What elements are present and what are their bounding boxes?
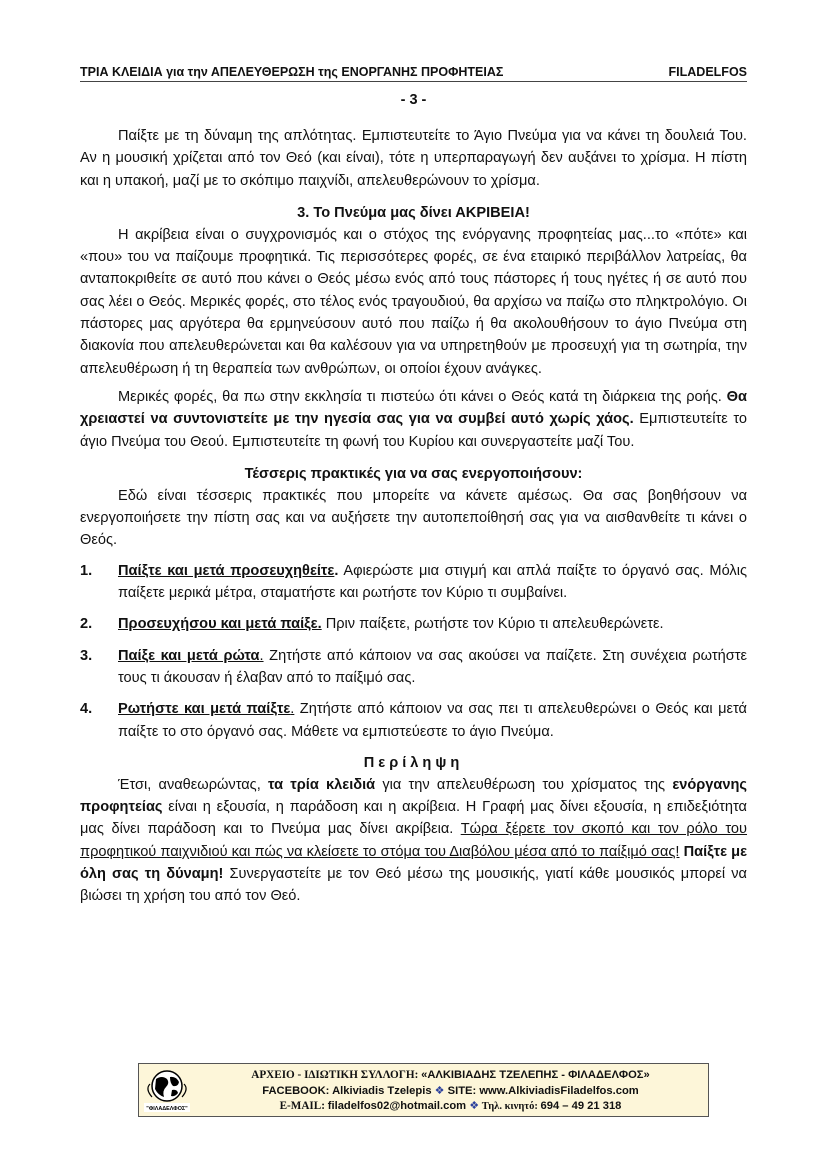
page-number: - 3 -	[400, 92, 427, 108]
practical-intro: Εδώ είναι τέσσερις πρακτικές που μπορείτε να κάνετε αμέσως. Θα σας βοηθήσουν να ενεργοποιήσετε την πίστη σας και να αυξήσετε την αυτοπεποίθησή σας για να αισθανθείτε τι κάνει ο Θεός.	[80, 487, 747, 549]
list-item-heading: Παίξε και μετά ρώτα	[118, 647, 260, 664]
diamond-icon: ❖	[434, 1084, 445, 1097]
list-item-heading: Ρωτήστε και μετά παίξτε	[118, 701, 291, 718]
svg-text:"ΦΙΛΑΔΕΛΦΟΣ": "ΦΙΛΑΔΕΛΦΟΣ"	[146, 1106, 188, 1112]
list-number: 1.	[80, 562, 93, 579]
list-item: 2. Προσευχήσου και μετά παίξε. Πριν παίξετε, ρωτήστε τον Κύριο τι απελευθερώνετε.	[80, 613, 747, 635]
globe-icon	[142, 1067, 192, 1113]
list-item-heading: Προσευχήσου και μετά παίξε.	[118, 616, 322, 633]
list-item: 3. Παίξε και μετά ρώτα. Ζητήστε από κάποιον να σας ακούσει να παίζετε. Στη συνέχεια ρωτήστε τους τι άκουσαν ή έλαβαν από το παίξιμό σας.	[80, 645, 747, 690]
list-number: 2.	[80, 616, 93, 633]
practice-list	[80, 560, 747, 743]
section-3-title: 3. Το Πνεύμα μας δίνει ΑΚΡΙΒΕΙΑ!	[297, 204, 530, 221]
list-number: 3.	[80, 647, 93, 664]
list-item: 4. Ρωτήστε και μετά παίξτε. Ζητήστε από κάποιον να σας πει τι απελευθερώνει ο Θεός και μετά παίξτε το στο όργανό σας. Μάθετε να εμπιστεύεστε το άγιο Πνεύμα.	[80, 698, 747, 743]
running-header	[80, 63, 747, 82]
list-item-heading: Παίξτε και μετά προσευχηθείτε	[118, 562, 335, 579]
section-3-paragraph-1: Η ακρίβεια είναι ο συγχρονισμός και ο στόχος της ενόργανης προφητείας μας...το «πότε» και «που» του να παίζουμε προφητικά. Τις περισσότερες φορές, σε ένα εταιρικό περιβάλλον λατρείας, θα ανταποκριθείτε σε αυτό που κάνει ο Θεός μέσω ενός από τους πάστορες ή τους ηγέτες ή σε αυτό που σας λέει ο Θεός. Μερικές φορές, στο τέλος ενός τραγουδιού, θα αρχίσω να παίζω στο πληκτρολόγιο. Οι πάστορες μας αργότερα θα ερμηνεύσουν αυτό που παίζω ή θα ακολουθήσουν το άγιο Πνεύμα στη διακονία που απελευθερώνεται και θα καλέσουν για να υπηρετηθούν με προσευχή για τη σωτηρία, την απελευθέρωση ή τη θεραπεία των ανθρώπων, οι οποίοι έχουν ανάγκες.	[80, 226, 747, 377]
footer-web-line: FACEBOOK: Alkiviadis Tzelepis ❖ SITE: www.AlkiviadisFiladelfos.com	[262, 1084, 639, 1097]
summary-title: Περίληψη	[363, 754, 464, 771]
archive-footer	[138, 1063, 709, 1117]
list-item: 1. Παίξτε και μετά προσευχηθείτε. Αφιερώστε μια στιγμή και απλά παίξτε το όργανό σας. Μόλις παίξετε μερικά μέτρα, σταματήστε και ρωτήστε τον Κύριο τι συμβαίνει.	[80, 560, 747, 605]
emphasis-text: Θα χρειαστεί να συντονιστείτε με την ηγεσία σας για να συμβεί αυτό χωρίς χάος.	[80, 388, 747, 428]
practical-title: Τέσσερις πρακτικές για να σας ενεργοποιήσουν:	[244, 465, 583, 482]
section-3-paragraph-2: Μερικές φορές, θα πω στην εκκλησία τι πιστεύω ότι κάνει ο Θεός κατά τη διάρκεια της ροής. Θα χρειαστεί να συντονιστείτε με την ηγεσία σας για να συμβεί αυτό χωρίς χάος. Εμπιστευτείτε το άγιο Πνεύμα του Θεού. Εμπιστευτείτε τη φωνή του Κυρίου και συνεργαστείτε μαζί Του.	[80, 388, 748, 450]
footer-text	[197, 1068, 704, 1115]
intro-paragraph: Παίξτε με τη δύναμη της απλότητας. Εμπιστευτείτε το Άγιο Πνεύμα για να κάνει τη δουλειά Του. Αν η μουσική χρίζεται από τον Θεό (και είναι), τότε η υπερπαραγωγή δεν αυξάνει το χρίσμα. Η πίστη και η υπακοή, μαζί με το σκόπιμο παιχνίδι, απελευθερώνουν το χρίσμα.	[80, 128, 747, 189]
list-number: 4.	[80, 701, 93, 718]
summary-paragraph: Έτσι, αναθεωρώντας, τα τρία κλειδιά για την απελευθέρωση του χρίσματος της ενόργανης προφητείας είναι η εξουσία, η παράδοση και η ακρίβεια. Η Γραφή μας δίνει εξουσία, η επιδεξιότητα μας δίνει παράδοση και το Πνεύμα μας δίνει ακρίβεια. Τώρα ξέρετε τον σκοπό και τον ρόλο του προφητικού παιχνιδιού και πώς να κλείσετε το στόμα του Διαβόλου μέσα από το παίξιμό σας! Παίξτε με όλη σας τη δύναμη! Συνεργαστείτε με τον Θεό μέσω της μουσικής, γιατί κάθε μουσικός μπορεί να βιώσει τη χρήση του από τον Θεό.	[80, 776, 748, 905]
filadelfos-logo	[142, 1067, 192, 1113]
header-title: ΤΡΙΑ ΚΛΕΙΔΙΑ για την ΑΠΕΛΕΥΘΕΡΩΣΗ της ΕΝΟΡΓΑΝΗΣ ΠΡΟΦΗΤΕΙΑΣ	[80, 65, 504, 79]
header-author: FILADELFOS	[668, 65, 747, 79]
document-body	[80, 125, 747, 908]
footer-archive-line: ΑΡΧΕΙΟ - ΙΔΙΩΤΙΚΗ ΣΥΛΛΟΓΗ: «ΑΛΚΙΒΙΑΔΗΣ ΤΖΕΛΕΠΗΣ - ΦΙΛΑΔΕΛΦΟΣ»	[251, 1069, 650, 1081]
diamond-icon: ❖	[469, 1100, 480, 1112]
footer-contact-line: E-MAIL: filadelfos02@hotmail.com ❖ Τηλ. κινητό: 694 – 49 21 318	[279, 1100, 622, 1112]
